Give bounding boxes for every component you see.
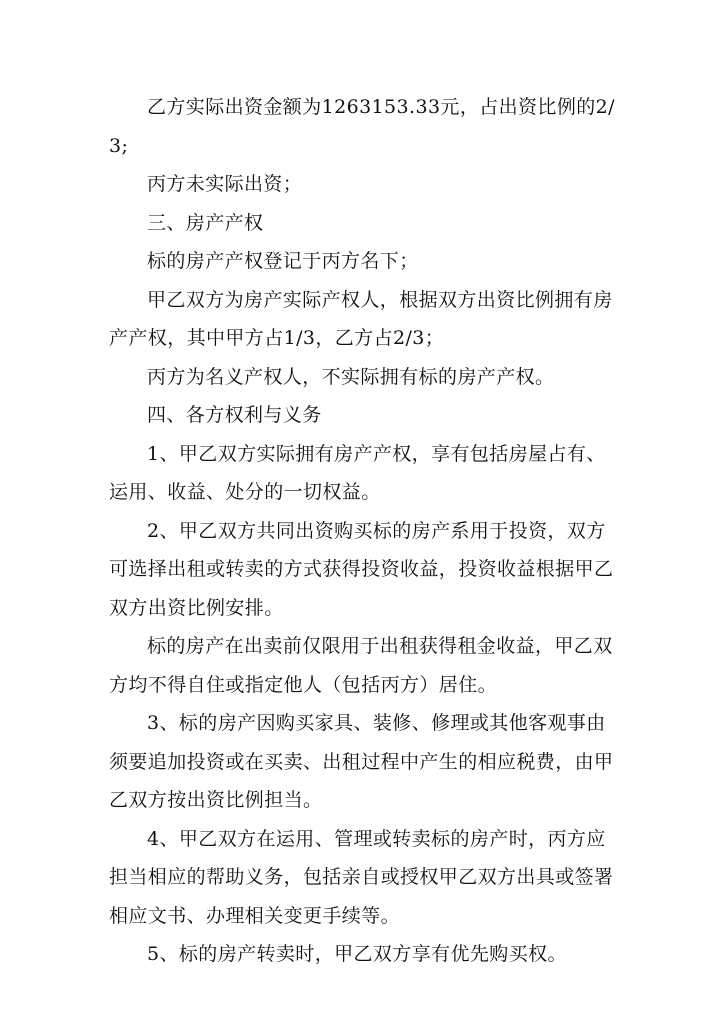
clause-2: 2、甲乙双方共同出资购买标的房产系用于投资，双方可选择出租或转卖的方式获得投资收益，投资收益根据甲乙双方出资比例安排。: [109, 519, 614, 619]
paragraph-nominal-owner: 丙方为名义产权人，不实际拥有标的房产产权。: [147, 365, 555, 388]
paragraph-bing-contribution: 丙方未实际出资；: [147, 173, 303, 195]
clause-1: 1、甲乙双方实际拥有房产产权，享有包括房屋占有、运用、收益、处分的一切权益。: [109, 442, 606, 503]
clause-5: 5、标的房产转卖时，甲乙双方享有优先购买权。: [147, 943, 567, 965]
clause-4: 4、甲乙双方在运用、管理或转卖标的房产时，丙方应担当相应的帮助义务，包括亲自或授权甲乙双方出具或签署相应文书、办理相关变更手续等。: [109, 827, 614, 927]
paragraph-actual-owners: 甲乙双方为房产实际产权人，根据双方出资比例拥有房产产权，其中甲方占1/3，乙方占2/3；: [109, 288, 613, 349]
paragraph-rental-only: 标的房产在出卖前仅限用于出租获得租金收益，甲乙双方均不得自住或指定他人（包括丙方）居住。: [109, 635, 613, 696]
section-heading-rights-obligations: 四、各方权利与义务: [147, 404, 322, 426]
clause-3: 3、标的房产因购买家具、装修、修理或其他客观事由须要追加投资或在买卖、出租过程中产生的相应税费，由甲乙双方按出资比例担当。: [109, 712, 614, 811]
section-heading-property-rights: 三、房产产权: [147, 211, 264, 234]
paragraph-yi-contribution: 乙方实际出资金额为1263153.33元，占出资比例的2/3;: [109, 96, 615, 157]
document-body: [109, 88, 615, 974]
paragraph-registration: 标的房产产权登记于丙方名下；: [147, 250, 419, 272]
